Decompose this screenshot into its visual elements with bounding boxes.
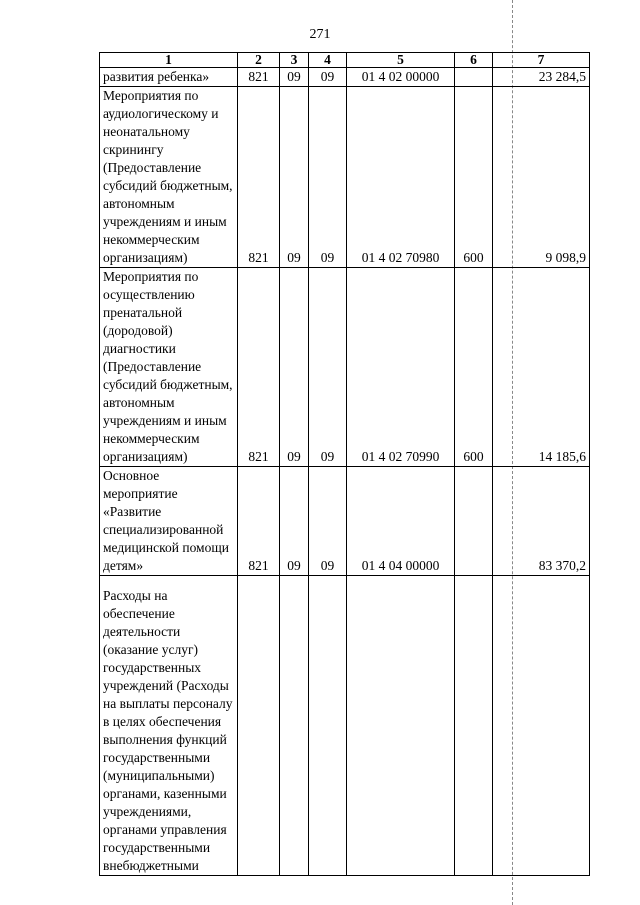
- page-number: 271: [309, 27, 331, 42]
- table-row: [100, 68, 590, 87]
- header-col-7: 7: [493, 53, 590, 68]
- row-amount: [493, 576, 590, 876]
- row-description: Основное мероприятие «Развитие специализированной медицинской помощи детям»: [100, 467, 238, 576]
- row-code-6: 600: [455, 87, 493, 268]
- row-amount: 83 370,2: [493, 467, 590, 576]
- row-description: развития ребенка»: [100, 68, 238, 87]
- row-code-3: 09: [280, 268, 309, 467]
- header-col-4: 4: [309, 53, 347, 68]
- row-code-4: [309, 576, 347, 876]
- row-code-4: 09: [309, 87, 347, 268]
- row-code-3: 09: [280, 87, 309, 268]
- row-code-6: 600: [455, 268, 493, 467]
- row-code-2: 821: [238, 268, 280, 467]
- row-code-6: [455, 467, 493, 576]
- row-code-5: [347, 576, 455, 876]
- header-col-6: 6: [455, 53, 493, 68]
- table-row: [100, 268, 590, 467]
- table-row: [100, 87, 590, 268]
- row-code-5: 01 4 04 00000: [347, 467, 455, 576]
- row-code-2: 821: [238, 68, 280, 87]
- row-amount: 9 098,9: [493, 87, 590, 268]
- row-amount: 14 185,6: [493, 268, 590, 467]
- row-description: Мероприятия по аудиологическому и неонатальному скринингу (Предоставление субсидий бюджетным, автономным учреждениям и иным некоммерческим организациям): [100, 87, 238, 268]
- header-col-1: 1: [100, 53, 238, 68]
- row-code-3: 09: [280, 467, 309, 576]
- row-code-6: [455, 576, 493, 876]
- row-amount: 23 284,5: [493, 68, 590, 87]
- row-code-4: 09: [309, 467, 347, 576]
- row-code-5: 01 4 02 00000: [347, 68, 455, 87]
- row-description: Мероприятия по осуществлению пренатальной (дородовой) диагностики (Предоставление субсидий бюджетным, автономным учреждениям и иным некоммерческим организациям): [100, 268, 238, 467]
- row-code-6: [455, 68, 493, 87]
- table-row: [100, 576, 590, 876]
- row-description: Расходы на обеспечение деятельности (оказание услуг) государственных учреждений (Расходы на выплаты персоналу в целях обеспечения выполнения функций государственными (муниципальными) органами, казенными учреждениями, органами управления государственными внебюджетными: [100, 576, 238, 876]
- row-code-5: 01 4 02 70990: [347, 268, 455, 467]
- row-code-3: 09: [280, 68, 309, 87]
- row-code-3: [280, 576, 309, 876]
- budget-table: [99, 52, 590, 876]
- row-code-4: 09: [309, 68, 347, 87]
- row-code-2: 821: [238, 87, 280, 268]
- row-code-5: 01 4 02 70980: [347, 87, 455, 268]
- row-code-2: [238, 576, 280, 876]
- header-row: [100, 53, 590, 68]
- header-col-2: 2: [238, 53, 280, 68]
- row-code-4: 09: [309, 268, 347, 467]
- row-code-2: 821: [238, 467, 280, 576]
- table-row: [100, 467, 590, 576]
- header-col-3: 3: [280, 53, 309, 68]
- header-col-5: 5: [347, 53, 455, 68]
